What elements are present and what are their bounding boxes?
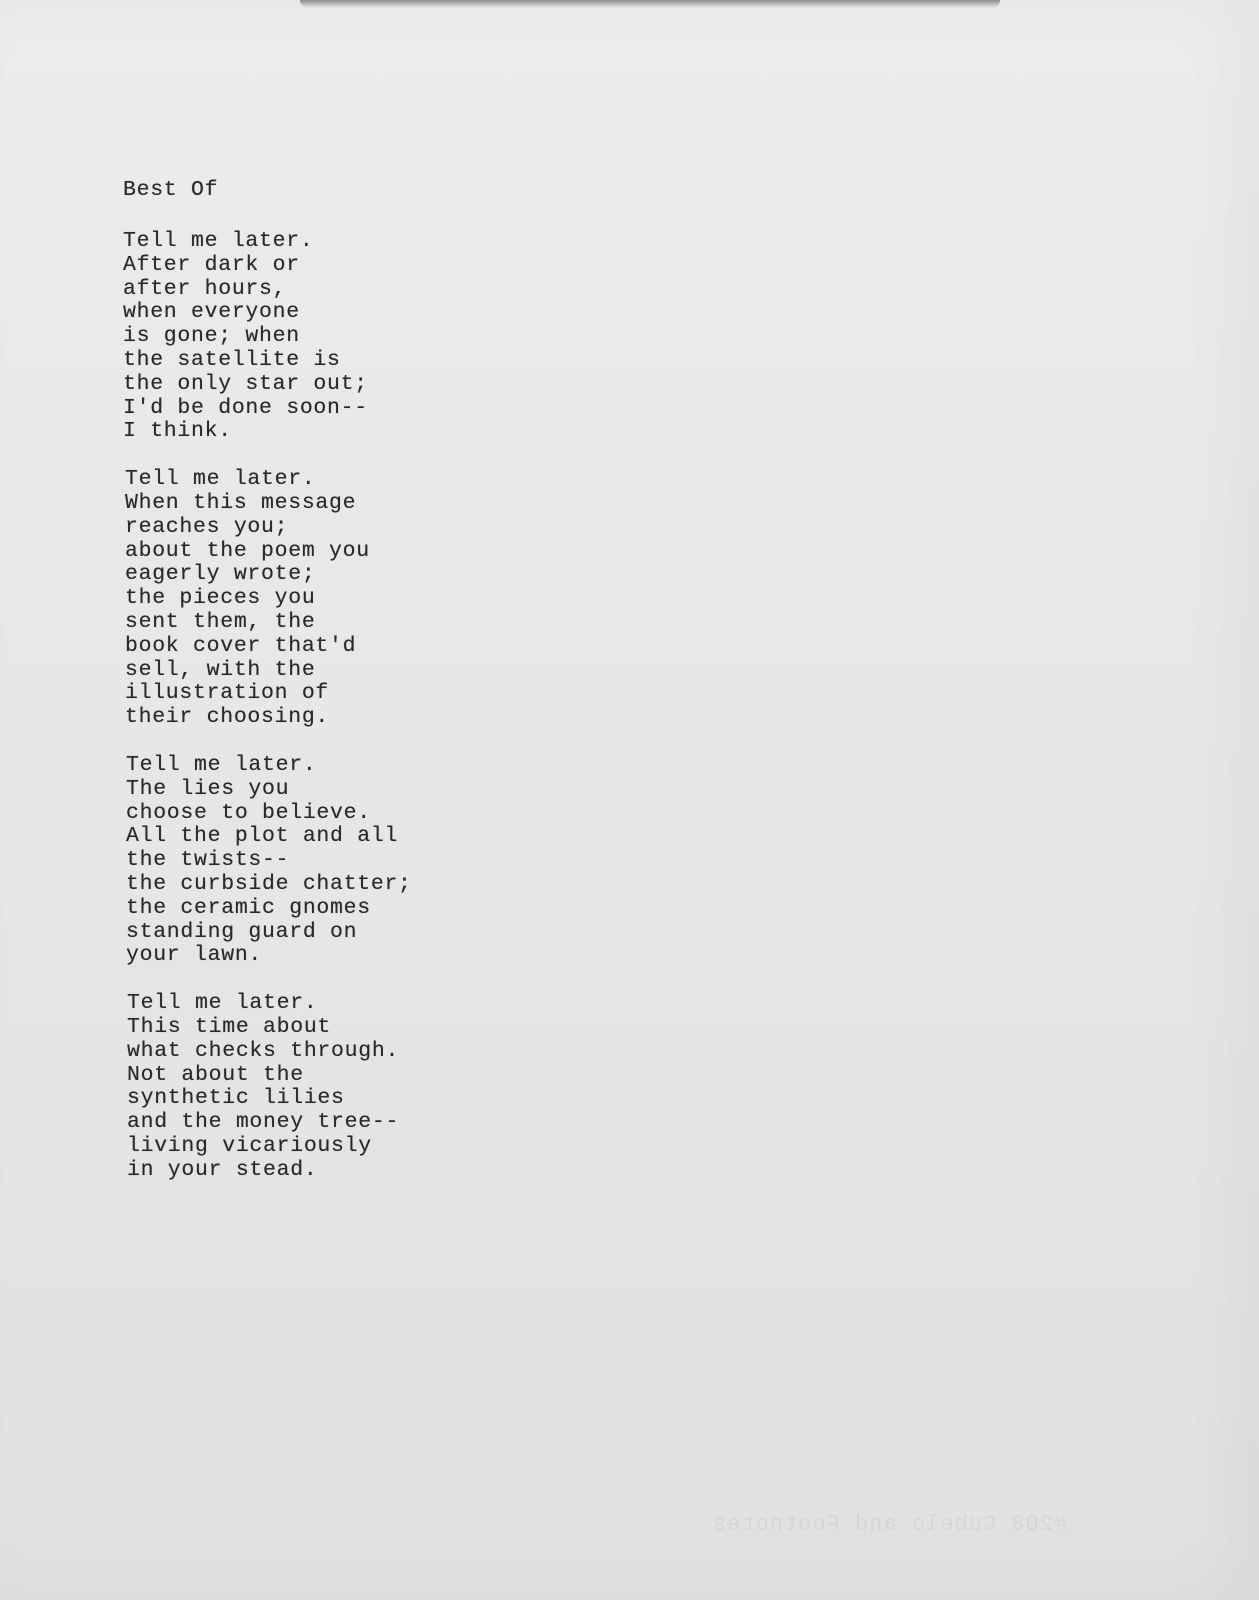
poem-line: I'd be done soon-- xyxy=(123,395,368,420)
stanza-4 xyxy=(127,992,543,1182)
stanza-2 xyxy=(125,468,543,730)
poem-line: Not about the xyxy=(127,1062,304,1087)
poem-line: synthetic lilies xyxy=(127,1086,345,1111)
poem-line: After dark or xyxy=(123,252,300,277)
poem-line: standing guard on xyxy=(126,919,358,944)
poem-line: choose to believe. xyxy=(126,800,371,825)
poem-line: eagerly wrote; xyxy=(125,562,316,587)
poem-line: and the money tree-- xyxy=(127,1110,400,1135)
bleed-through-text: #208 Cubelo and Footnotes xyxy=(712,1512,1068,1537)
poem-line: All the plot and all xyxy=(126,824,399,849)
stanza-1 xyxy=(123,230,543,444)
poem-line: Tell me later. xyxy=(125,467,316,492)
poem-line: is gone; when xyxy=(123,324,300,349)
poem-body xyxy=(123,230,543,1206)
poem-line: I think. xyxy=(123,419,232,444)
poem-line: their choosing. xyxy=(125,705,330,730)
poem-line: the satellite is xyxy=(123,347,341,372)
poem-line: Tell me later. xyxy=(126,752,317,777)
poem-line: your lawn. xyxy=(126,943,263,968)
poem-line: after hours, xyxy=(123,276,287,301)
poem-line: in your stead. xyxy=(127,1157,318,1182)
poem-line: The lies you xyxy=(126,776,290,801)
poem-line: what checks through. xyxy=(127,1038,400,1063)
poem-line: living vicariously xyxy=(127,1133,372,1158)
stanza-3 xyxy=(126,754,543,968)
poem-line: When this message xyxy=(125,490,357,515)
poem-line: the only star out; xyxy=(123,371,368,396)
poem-title: Best Of xyxy=(123,178,219,202)
poem-line: Tell me later. xyxy=(123,229,314,253)
poem-line: illustration of xyxy=(125,681,330,706)
poem-line: sent them, the xyxy=(125,609,316,634)
poem-line: about the poem you xyxy=(125,538,370,563)
poem-line: when everyone xyxy=(123,300,300,325)
paper-top-edge-shadow xyxy=(300,0,1000,8)
poem-line: the twists-- xyxy=(126,848,290,873)
poem-line: the curbside chatter; xyxy=(126,871,412,896)
poem-line: Tell me later. xyxy=(127,991,318,1016)
poem-line: sell, with the xyxy=(125,657,316,682)
poem-line: book cover that'd xyxy=(125,633,357,658)
poem-line: the pieces you xyxy=(125,586,316,611)
poem-line: This time about xyxy=(127,1014,332,1039)
poem-line: reaches you; xyxy=(125,514,289,539)
poem-line: the ceramic gnomes xyxy=(126,895,371,920)
